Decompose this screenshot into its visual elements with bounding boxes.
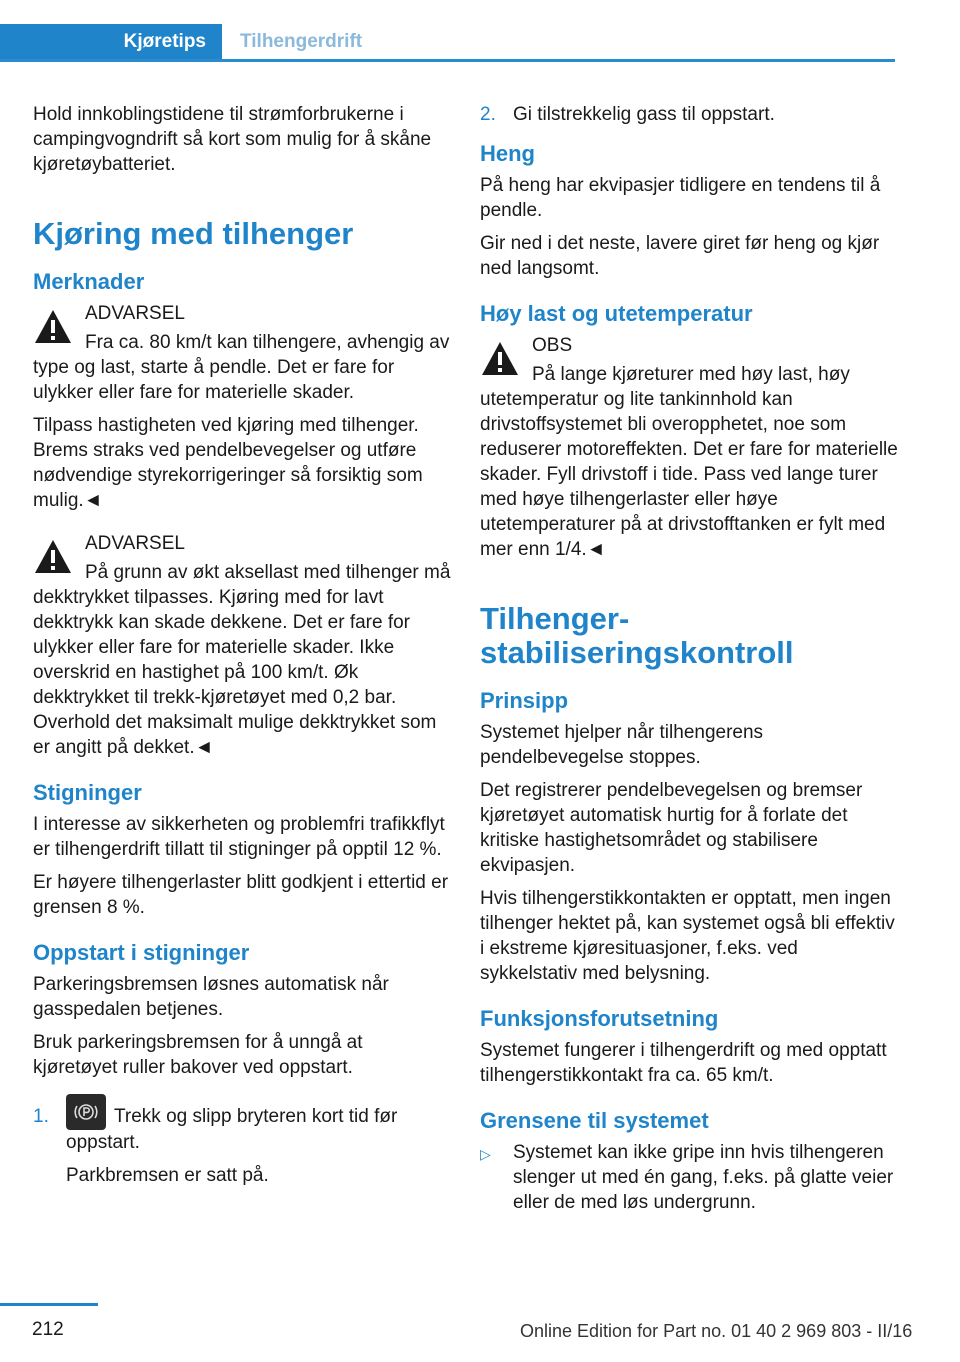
- heading-stigninger: Stigninger: [33, 780, 142, 805]
- heng-text-1: På heng har ekvipasjer tidligere en tendens til å pendle.: [480, 175, 881, 221]
- bullet-text: Systemet kan ikke gripe inn hvis tilhengeren slenger ut med én gang, f.eks. på glatte veier eller de med løs undergrunn.: [513, 1142, 894, 1213]
- obs-block: [480, 333, 898, 562]
- heading-merknader: Merknader: [33, 269, 145, 294]
- warning-triangle-icon: [480, 339, 520, 379]
- heading-oppstart: Oppstart i stigninger: [33, 940, 250, 965]
- prinsipp-text-2: Det registrerer pendelbevegelsen og bremser kjøretøyet automatisk hurtig for å forlate det kritiske hastighetsområdet og stabilisere ekvipasjen.: [480, 780, 863, 876]
- warning-block-2: [33, 531, 451, 760]
- warning-triangle-icon: [33, 307, 73, 347]
- step-text: Trekk og slipp bryteren kort tid før oppstart.: [66, 1106, 398, 1153]
- funksjon-text: Systemet fungerer i tilhengerdrift og med opptatt tilhengerstikkontakt fra ca. 65 km/t.: [480, 1040, 887, 1086]
- section-title-stabilisering: Tilhenger-stabiliseringskontroll: [480, 601, 794, 670]
- prinsipp-text-3: Hvis tilhengerstikkontakten er opptatt, men ingen tilhenger hektet på, kan systemet også bli effektiv i ekstreme kjøresituasjoner, f.eks. ved sykkelstativ med belysning.: [480, 888, 895, 984]
- oppstart-text-2: Bruk parkeringsbremsen for å unngå at kjøretøyet ruller bakover ved oppstart.: [33, 1032, 363, 1078]
- step-1: [33, 1104, 451, 1188]
- step-number: 1.: [33, 1106, 49, 1127]
- step-number: 2.: [480, 104, 496, 125]
- oppstart-text-1: Parkeringsbremsen løsnes automatisk når gasspedalen betjenes.: [33, 974, 389, 1020]
- tab-kjoretips[interactable]: Kjøretips: [0, 24, 222, 59]
- warning-triangle-icon: [33, 537, 73, 577]
- heading-funksjon: Funksjonsforutsetning: [480, 1006, 719, 1031]
- section-title-kjoring: Kjøring med tilhenger: [33, 216, 354, 251]
- step-subtext: Parkbremsen er satt på.: [66, 1165, 269, 1186]
- warning-title: ADVARSEL: [85, 303, 185, 324]
- heng-text-2: Gir ned i det neste, lavere giret før heng og kjør ned langsomt.: [480, 233, 880, 279]
- obs-title: OBS: [532, 335, 573, 356]
- chapter-tabbar: [0, 24, 895, 62]
- parking-brake-icon: [74, 1100, 98, 1124]
- warning-body: På grunn av økt aksellast med tilhenger må dekktrykket tilpasses. Kjøring med for lavt dekktrykk kan skade dekkene. Det er fare for ulykker eller fare for materielle skader. Ikke overskrid en hastighet på 100 km/t. Øk dekktrykket til trekk-kjøretøyet med 0,2 bar. Overhold det maksimalt mulige dekktrykket som er angitt på dekket.◄: [33, 562, 451, 758]
- warning-body: Fra ca. 80 km/t kan tilhengere, avhengig av type og last, starte å pendle. Det er fare for ulykker eller fare for materielle skader.: [33, 332, 450, 403]
- left-column: [33, 102, 451, 1196]
- page-number: 212: [32, 1319, 64, 1340]
- heading-heng: Heng: [480, 141, 535, 166]
- intro-text: Hold innkoblingstidene til strømforbrukerne i campingvogndrift så kort som mulig for å skåne kjøretøybatteriet.: [33, 104, 432, 175]
- heading-hoy-last: Høy last og utetemperatur: [480, 301, 753, 326]
- parking-brake-button: [66, 1094, 106, 1130]
- step-text: Gi tilstrekkelig gass til oppstart.: [513, 104, 775, 125]
- stigninger-text-2: Er høyere tilhengerlaster blitt godkjent i ettertid er grensen 8 %.: [33, 872, 449, 918]
- edition-text: Online Edition for Part no. 01 40 2 969 803 - II/16: [520, 1321, 913, 1341]
- footer-rule: [0, 1303, 98, 1306]
- warning-title: ADVARSEL: [85, 533, 185, 554]
- warning-body-cont: Tilpass hastigheten ved kjøring med tilhenger. Brems straks ved pendelbevegelser og utføre nødvendige styrekorrigeringer så forsiktig som mulig.◄: [33, 415, 423, 511]
- triangle-bullet-icon: ▷: [480, 1146, 491, 1162]
- obs-body: På lange kjøreturer med høy last, høy utetemperatur og lite tankinnhold kan drivstoffsystemet bli overopphetet, noe som reduserer motoreffekten. Det er fare for materielle skader. Fyll drivstoff i tide. Pass ved lange turer med høye tilhengerlaster eller høye utetemperaturer på at drivstofftanken er fylt med mer enn 1/4.◄: [480, 364, 898, 560]
- bullet-item: [480, 1140, 898, 1215]
- warning-block-1: [33, 301, 451, 405]
- stigninger-text-1: I interesse av sikkerheten og problemfri trafikkflyt er tilhengerdrift tillatt til stigninger på opptil 12 %.: [33, 814, 445, 860]
- heading-grenser: Grensene til systemet: [480, 1108, 709, 1133]
- tab-tilhengerdrift[interactable]: Tilhengerdrift: [240, 30, 363, 52]
- prinsipp-text-1: Systemet hjelper når tilhengerens pendelbevegelse stoppes.: [480, 722, 764, 768]
- step-2: [480, 102, 898, 127]
- right-column: [480, 102, 898, 1223]
- heading-prinsipp: Prinsipp: [480, 688, 569, 713]
